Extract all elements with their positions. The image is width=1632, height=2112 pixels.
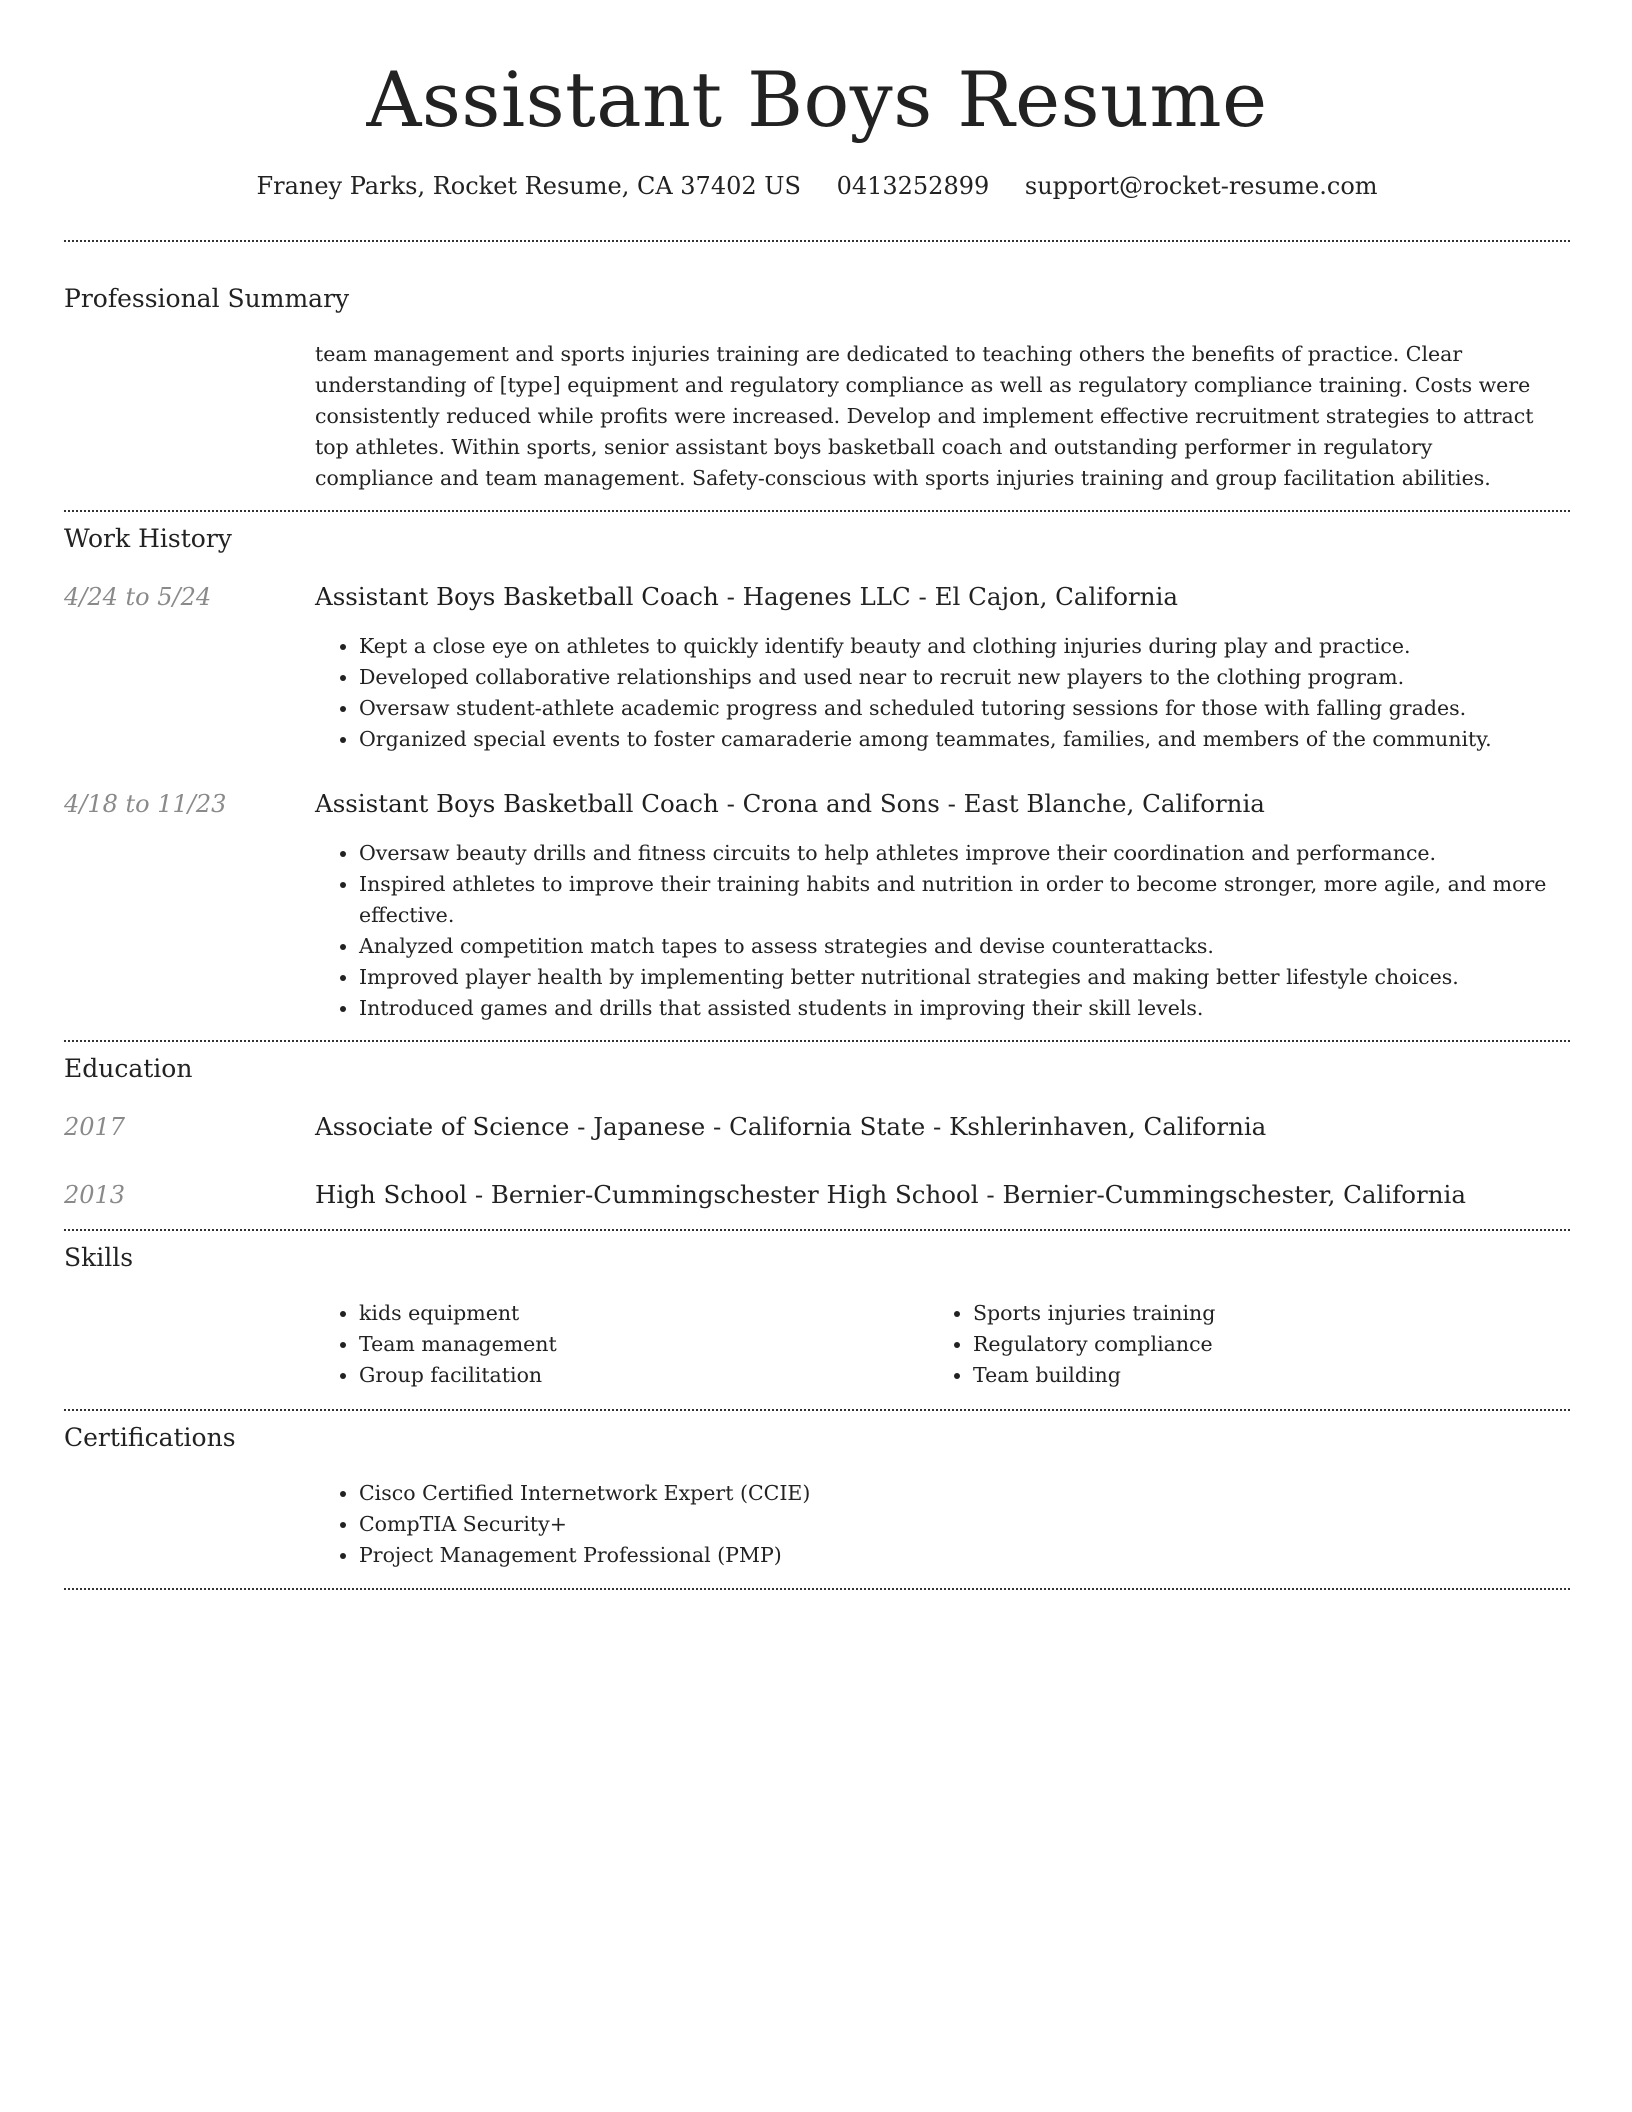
contact-line bbox=[64, 170, 1570, 202]
education-heading bbox=[315, 1179, 1466, 1211]
job-bullets bbox=[315, 631, 1599, 755]
list-item: • kids equipment bbox=[359, 1298, 919, 1329]
list-item: • Team building bbox=[973, 1360, 1533, 1391]
list-item: • Improved player health by implementing better nutritional strategies and making better lifestyle choices. bbox=[359, 962, 1599, 993]
resume-page bbox=[64, 0, 1570, 1567]
education-school: - Japanese - California State - Kshlerinhaven, California bbox=[569, 1112, 1267, 1141]
job-heading bbox=[315, 788, 1265, 820]
list-item: • Inspired athletes to improve their training habits and nutrition in order to become stronger, more agile, and more effective. bbox=[359, 869, 1599, 931]
contact-phone: 0413252899 bbox=[836, 172, 990, 200]
job-employer: - Hagenes LLC - El Cajon, California bbox=[718, 582, 1178, 611]
list-item: • Cisco Certified Internetwork Expert (CCIE) bbox=[359, 1478, 1599, 1509]
list-item: • Oversaw student-athlete academic progress and scheduled tutoring sessions for those with falling grades. bbox=[359, 693, 1599, 724]
certifications-list bbox=[315, 1478, 1599, 1571]
list-item: • Team management bbox=[359, 1329, 919, 1360]
section-title-education: Education bbox=[64, 1054, 193, 1083]
job-bullets bbox=[315, 838, 1599, 1024]
education-degree: Associate of Science bbox=[315, 1112, 570, 1141]
education-year: 2013 bbox=[64, 1181, 126, 1209]
education-year: 2017 bbox=[64, 1113, 126, 1141]
contact-address: Franey Parks, Rocket Resume, CA 37402 US bbox=[256, 172, 801, 200]
list-item: • Kept a close eye on athletes to quickly identify beauty and clothing injuries during play and practice. bbox=[359, 631, 1599, 662]
section-title-summary: Professional Summary bbox=[64, 284, 350, 313]
divider bbox=[64, 1040, 1570, 1042]
list-item: • Developed collaborative relationships and used near to recruit new players to the clothing program. bbox=[359, 662, 1599, 693]
list-item: • Analyzed competition match tapes to assess strategies and devise counterattacks. bbox=[359, 931, 1599, 962]
divider bbox=[64, 510, 1570, 512]
section-title-work: Work History bbox=[64, 524, 232, 553]
list-item: • CompTIA Security+ bbox=[359, 1509, 1599, 1540]
list-item: • Sports injuries training bbox=[973, 1298, 1533, 1329]
section-title-skills: Skills bbox=[64, 1243, 134, 1272]
education-degree: High School bbox=[315, 1180, 468, 1209]
job-dates: 4/24 to 5/24 bbox=[64, 583, 212, 611]
contact-email: support@rocket-resume.com bbox=[1024, 172, 1378, 200]
list-item: • Oversaw beauty drills and fitness circuits to help athletes improve their coordination and performance. bbox=[359, 838, 1599, 869]
divider bbox=[64, 1229, 1570, 1231]
divider bbox=[64, 1409, 1570, 1411]
job-title: Assistant Boys Basketball Coach bbox=[315, 789, 719, 818]
skills-list-left bbox=[315, 1298, 919, 1391]
education-school: - Bernier-Cummingschester High School - Bernier-Cummingschester, California bbox=[467, 1180, 1466, 1209]
divider bbox=[64, 240, 1570, 242]
education-heading bbox=[315, 1111, 1266, 1143]
divider bbox=[64, 1588, 1570, 1590]
skills-list-right bbox=[929, 1298, 1533, 1391]
job-heading bbox=[315, 581, 1178, 613]
job-title: Assistant Boys Basketball Coach bbox=[315, 582, 719, 611]
list-item: • Project Management Professional (PMP) bbox=[359, 1540, 1599, 1571]
summary-text: team management and sports injuries training are dedicated to teaching others the benefits of practice. Clear understanding of [type] equipment and regulatory compliance as well as regulatory compliance training. Costs were consistently reduced while profits were increased. Develop and implement effective recruitment strategies to attract top athletes. Within sports, senior assistant boys basketball coach and outstanding performer in regulatory compliance and team management. Safety-conscious with sports injuries training and group facilitation abilities. bbox=[315, 342, 1534, 490]
job-employer: - Crona and Sons - East Blanche, California bbox=[718, 789, 1265, 818]
list-item: • Introduced games and drills that assisted students in improving their skill levels. bbox=[359, 993, 1599, 1024]
resume-title: Assistant Boys Resume bbox=[366, 55, 1268, 144]
list-item: • Organized special events to foster camaraderie among teammates, families, and members of the community. bbox=[359, 724, 1599, 755]
section-title-certifications: Certifications bbox=[64, 1423, 236, 1452]
job-dates: 4/18 to 11/23 bbox=[64, 790, 227, 818]
list-item: • Group facilitation bbox=[359, 1360, 919, 1391]
list-item: • Regulatory compliance bbox=[973, 1329, 1533, 1360]
